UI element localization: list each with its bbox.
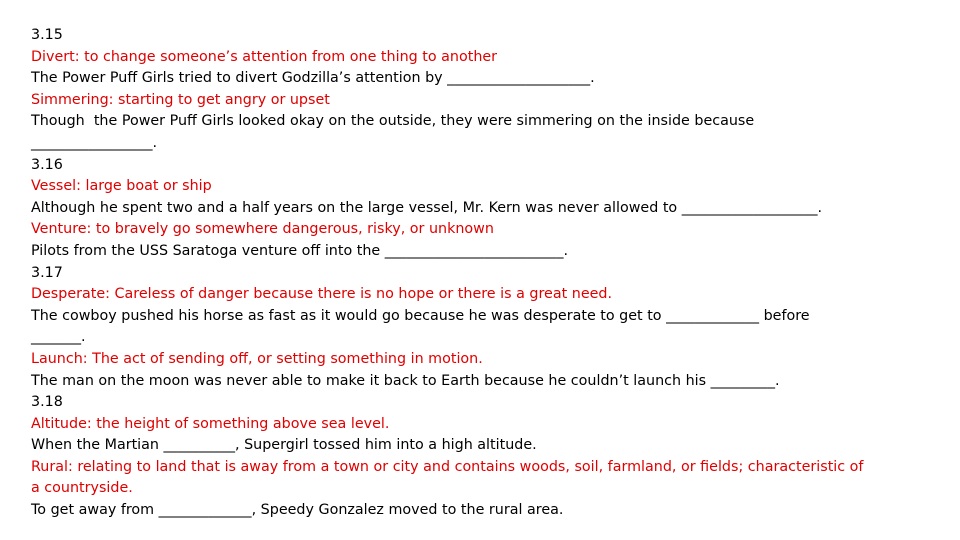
definition-launch: Launch: The act of sending off, or setting something in motion. bbox=[31, 350, 483, 367]
section-number-3-17: 3.17 bbox=[31, 264, 63, 281]
sentence-desperate-blank: _______. bbox=[31, 329, 86, 346]
definition-altitude: Altitude: the height of something above sea level. bbox=[31, 415, 390, 432]
sentence-rural: To get away from _____________, Speedy Gonzalez moved to the rural area. bbox=[31, 502, 564, 519]
definition-desperate: Desperate: Careless of danger because there is no hope or there is a great need. bbox=[31, 286, 613, 303]
sentence-desperate: The cowboy pushed his horse as fast as it would go because he was desperate to get to _____________ before bbox=[31, 307, 810, 324]
sentence-vessel: Although he spent two and a half years on the large vessel, Mr. Kern was never allowed to ___________________. bbox=[31, 199, 823, 216]
definition-rural: Rural: relating to land that is away from a town or city and contains woods, soil, farmland, or fields; characteristic of bbox=[31, 458, 864, 475]
sentence-simmering-blank: _________________. bbox=[31, 134, 158, 151]
section-number-3-18: 3.18 bbox=[31, 394, 63, 411]
vocabulary-document bbox=[31, 25, 931, 522]
sentence-launch: The man on the moon was never able to make it back to Earth because he couldn’t launch his _________. bbox=[31, 372, 780, 389]
definition-rural-cont: a countryside. bbox=[31, 480, 133, 497]
definition-venture: Venture: to bravely go somewhere dangerous, risky, or unknown bbox=[31, 221, 494, 238]
sentence-altitude: When the Martian __________, Supergirl tossed him into a high altitude. bbox=[31, 437, 537, 454]
section-number-3-15: 3.15 bbox=[31, 27, 63, 43]
definition-divert: Divert: to change someone’s attention from one thing to another bbox=[31, 48, 498, 65]
sentence-simmering: Though the Power Puff Girls looked okay on the outside, they were simmering on the inside because bbox=[31, 113, 755, 130]
definition-vessel: Vessel: large boat or ship bbox=[31, 178, 212, 195]
section-number-3-16: 3.16 bbox=[31, 156, 63, 173]
sentence-venture: Pilots from the USS Saratoga venture off into the _________________________. bbox=[31, 242, 569, 259]
definition-simmering: Simmering: starting to get angry or upset bbox=[31, 91, 330, 108]
sentence-divert: The Power Puff Girls tried to divert Godzilla’s attention by ____________________. bbox=[31, 70, 595, 87]
